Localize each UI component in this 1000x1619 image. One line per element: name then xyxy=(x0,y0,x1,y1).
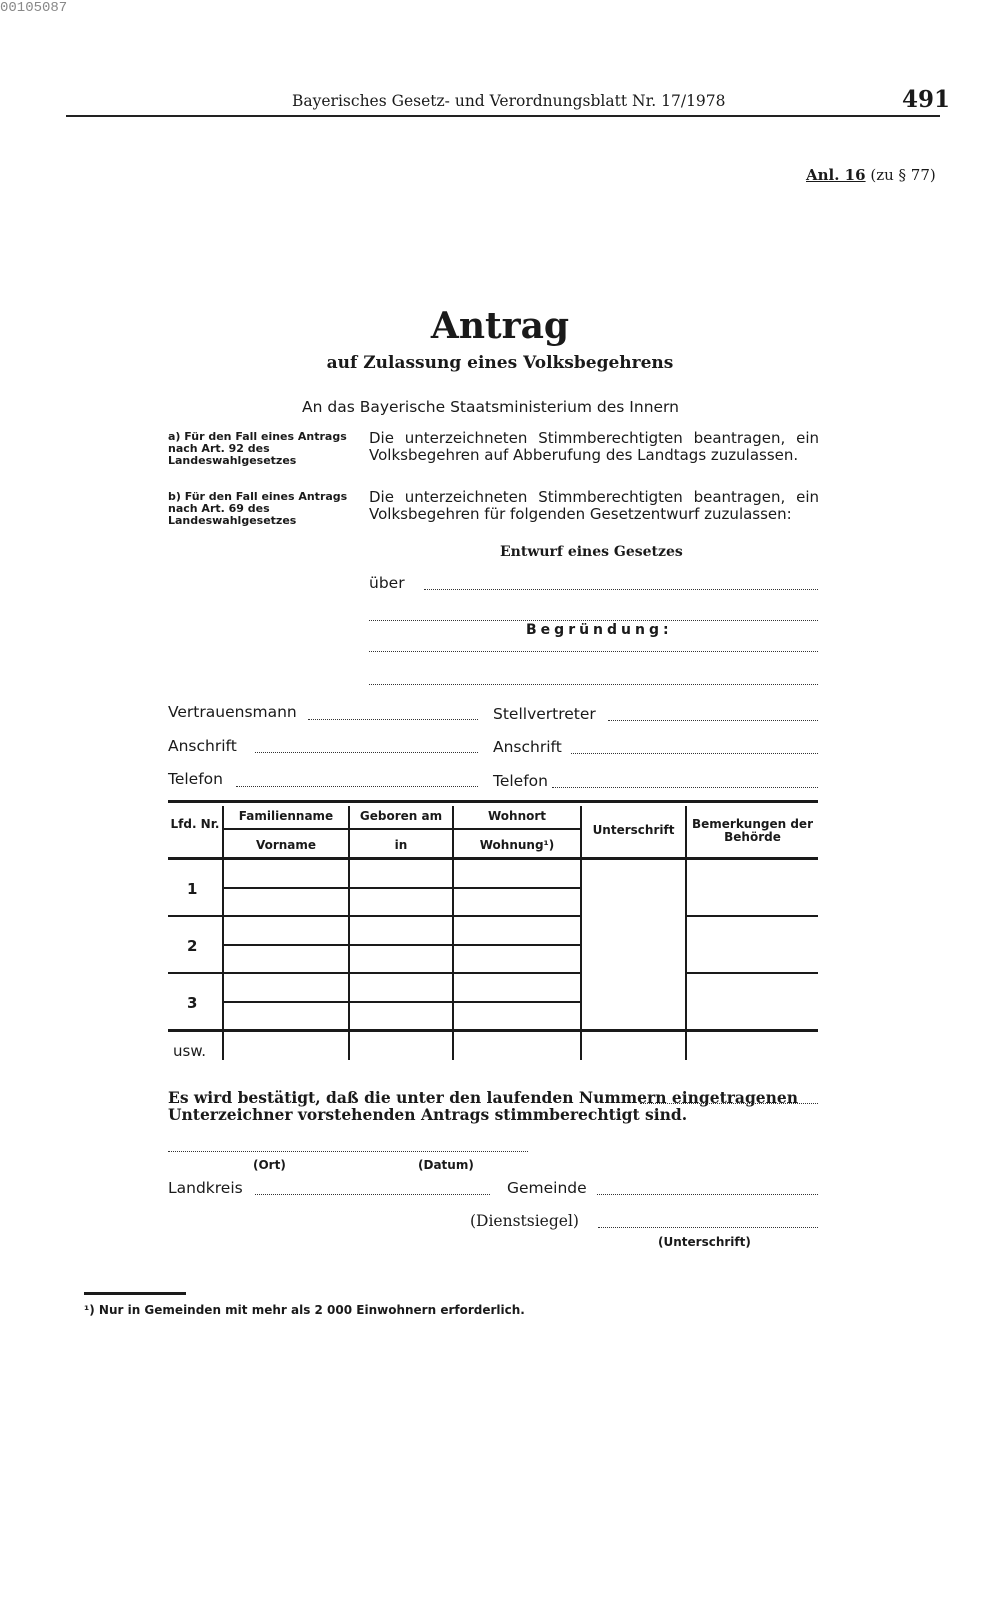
archive-stamp: 00105087 xyxy=(0,0,68,16)
row-subrule xyxy=(224,1001,580,1003)
header-rule xyxy=(66,115,940,117)
telefon-left-label: Telefon xyxy=(168,770,223,788)
row-number: 3 xyxy=(187,994,198,1012)
vertrauensmann-label: Vertrauensmann xyxy=(168,703,297,721)
col-header-wohnung: Wohnung¹) xyxy=(479,838,555,852)
annex-paragraph: (zu § 77) xyxy=(870,166,936,184)
col-header-in: in xyxy=(394,838,408,852)
gemeinde-label: Gemeinde xyxy=(507,1179,587,1197)
ort-caption: (Ort) xyxy=(253,1158,286,1172)
form-title: Antrag xyxy=(430,305,570,347)
anschrift-left-line[interactable] xyxy=(255,752,478,753)
row-rule xyxy=(685,915,818,917)
confirmation-numbers-line[interactable] xyxy=(640,1103,818,1104)
option-a-text: Die unterzeichneten Stimmberechtigten beantragen, ein Volksbegehren auf Abberufung des Landtags zuzulassen. xyxy=(369,429,819,464)
landkreis-line[interactable] xyxy=(255,1194,490,1195)
landkreis-label: Landkreis xyxy=(168,1179,243,1197)
col-header-familienname: Familienname xyxy=(238,809,334,823)
table-col-divider xyxy=(580,806,582,1060)
footnote-rule xyxy=(84,1292,186,1295)
publication-header: Bayerisches Gesetz- und Verordnungsblatt Nr. 17/1978 xyxy=(292,92,726,110)
reason-line-1[interactable] xyxy=(369,651,818,652)
table-top-rule xyxy=(168,800,818,803)
unterschrift-line[interactable] xyxy=(598,1227,818,1228)
row-rule xyxy=(685,972,818,974)
form-subtitle: auf Zulassung eines Volksbegehrens xyxy=(326,353,674,373)
anschrift-left-label: Anschrift xyxy=(168,737,237,755)
row-number: 1 xyxy=(187,880,198,898)
col-header-wohnort: Wohnort xyxy=(487,809,547,823)
draft-line[interactable] xyxy=(369,620,818,621)
option-a-note: a) Für den Fall eines Antrags nach Art. 92 des Landeswahlgesetzes xyxy=(168,430,347,467)
row-subrule xyxy=(224,887,580,889)
page-number: 491 xyxy=(902,86,951,113)
gemeinde-line[interactable] xyxy=(597,1194,818,1195)
reason-line-2[interactable] xyxy=(369,684,818,685)
table-col-divider xyxy=(685,806,687,1060)
stellvertreter-label: Stellvertreter xyxy=(493,705,596,723)
col-header-bemerkungen: Bemerkungen der Behörde xyxy=(691,817,813,844)
col-header-unterschrift: Unterschrift xyxy=(592,823,675,837)
addressee: An das Bayerische Staatsministerium des Innern xyxy=(302,398,679,416)
draft-heading: Entwurf eines Gesetzes xyxy=(500,544,683,560)
annex-reference xyxy=(806,166,936,184)
table-header-subrule xyxy=(224,828,580,830)
telefon-right-label: Telefon xyxy=(493,772,548,790)
footnote: ¹) Nur in Gemeinden mit mehr als 2 000 Einwohnern erforderlich. xyxy=(84,1303,525,1317)
option-b-note: b) Für den Fall eines Antrags nach Art. 69 des Landeswahlgesetzes xyxy=(168,490,348,527)
col-header-vorname: Vorname xyxy=(255,838,317,852)
option-b-text: Die unterzeichneten Stimmberechtigten beantragen, ein Volksbegehren für folgenden Gesetzentwurf zuzulassen: xyxy=(369,488,819,523)
ueber-line[interactable] xyxy=(424,589,818,590)
annex-label: Anl. 16 xyxy=(806,166,866,184)
reason-heading: Begründung: xyxy=(526,622,673,638)
row-number: 2 xyxy=(187,937,198,955)
col-header-geboren: Geboren am xyxy=(359,809,443,823)
dienstsiegel-label: (Dienstsiegel) xyxy=(470,1212,579,1230)
col-header-lfd-nr: Lfd. Nr. xyxy=(170,817,220,831)
stellvertreter-line[interactable] xyxy=(608,720,818,721)
row-subrule xyxy=(224,944,580,946)
row-rule xyxy=(168,915,580,917)
anschrift-right-line[interactable] xyxy=(571,753,818,754)
row-rule xyxy=(168,972,580,974)
telefon-right-line[interactable] xyxy=(552,787,818,788)
confirmation-text: Es wird bestätigt, daß die unter den laufenden Nummern eingetragenen Unterzeichner vorstehenden Antrags stimmberechtigt sind. xyxy=(168,1088,799,1124)
row-number: usw. xyxy=(173,1042,206,1060)
row-rule xyxy=(168,1029,818,1032)
telefon-left-line[interactable] xyxy=(236,786,478,787)
table-header-rule xyxy=(168,857,818,860)
ueber-label: über xyxy=(369,574,405,592)
vertrauensmann-line[interactable] xyxy=(308,719,478,720)
ort-datum-line[interactable] xyxy=(168,1151,528,1152)
datum-caption: (Datum) xyxy=(418,1158,474,1172)
unterschrift-caption: (Unterschrift) xyxy=(658,1235,751,1249)
anschrift-right-label: Anschrift xyxy=(493,738,562,756)
